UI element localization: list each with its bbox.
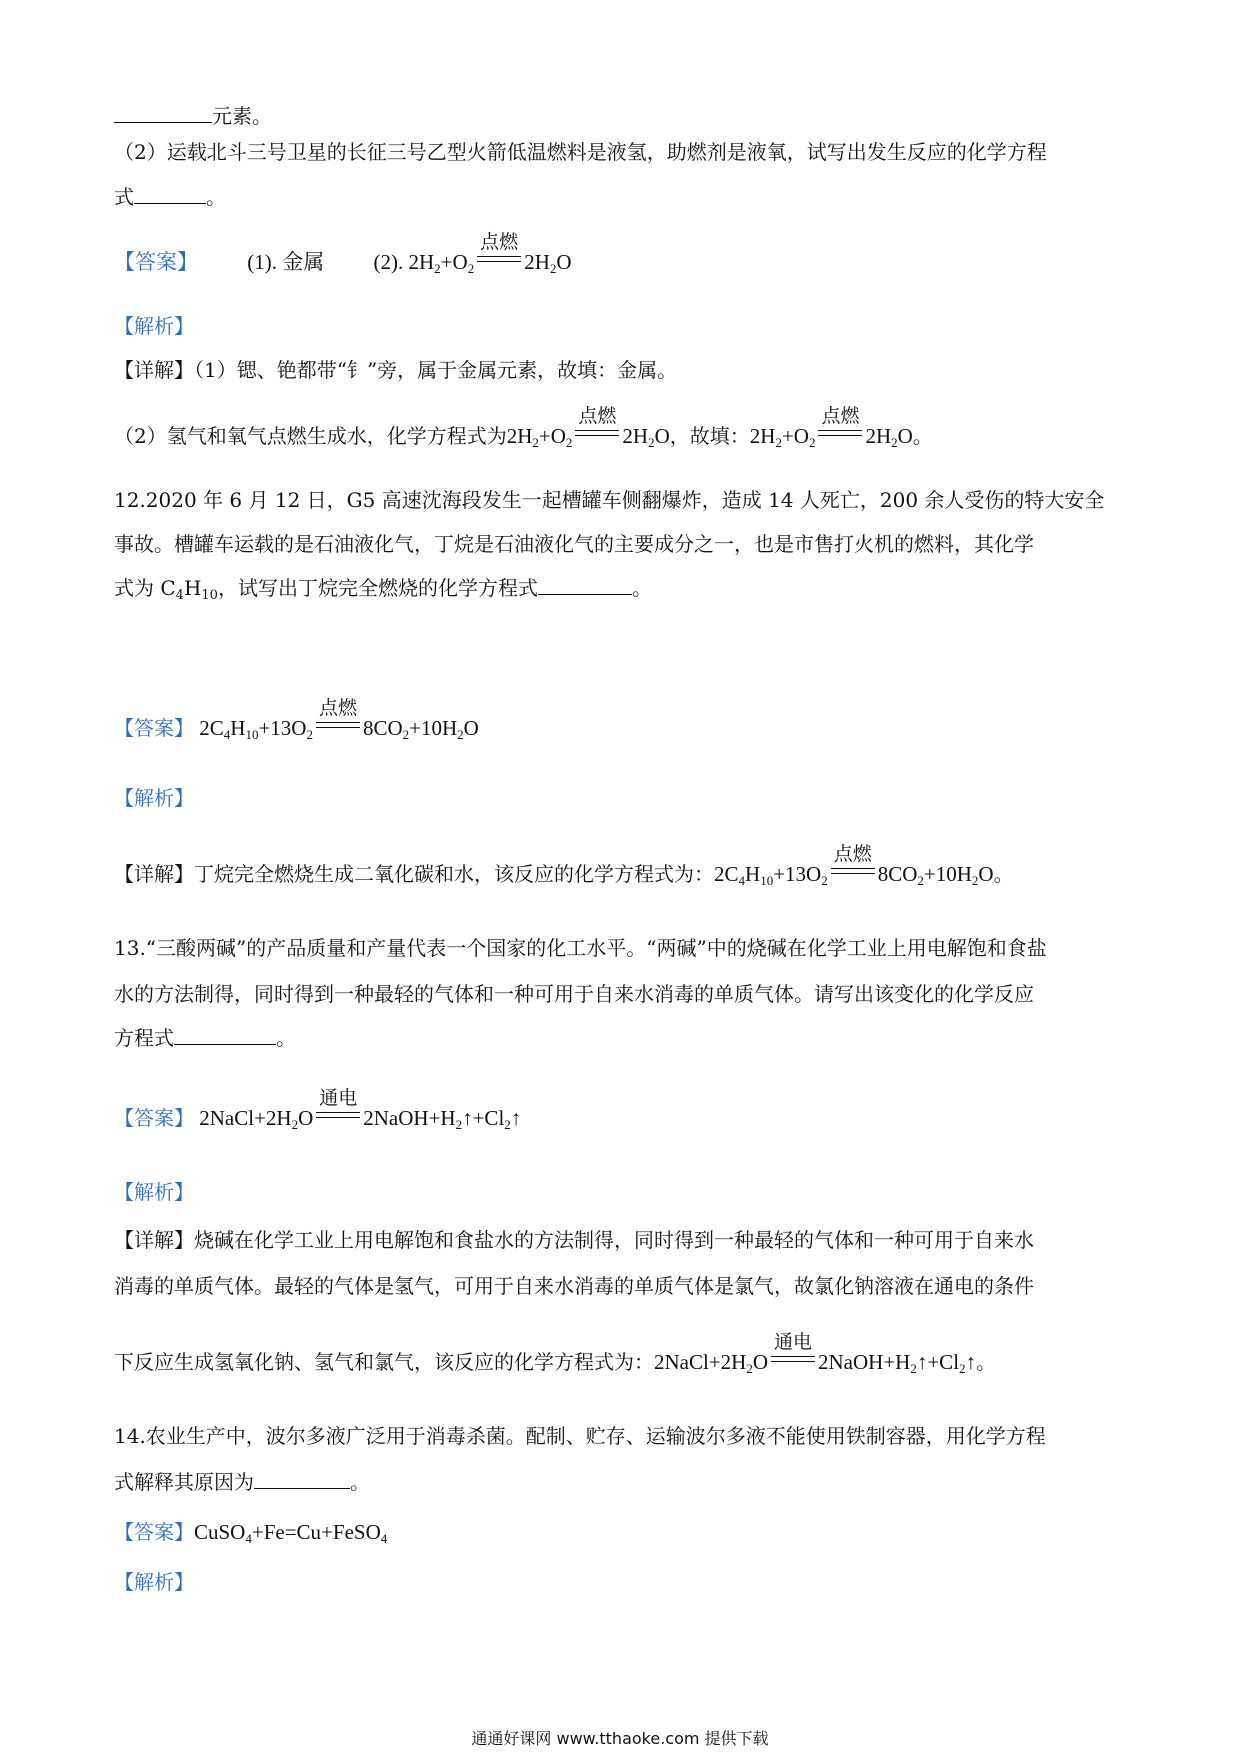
text-span: 2 <box>622 424 633 448</box>
analysis-tag <box>114 312 194 340</box>
text-span: 烧碱在化学工业上用电解饱和食盐水的方法制得，同时得到一种最轻的气体和一种可用于自来水 <box>194 1228 1034 1252</box>
analysis-tag <box>114 1178 194 1206</box>
reaction-condition: 点燃 <box>318 697 357 719</box>
text-span: 。 <box>912 424 933 448</box>
question-12-line3 <box>114 574 652 602</box>
text-span: （2）运载北斗三号卫星的长征三号乙型火箭低温燃料是液氢，助燃剂是液氧，试写出发生反应的化学方程 <box>114 140 1047 164</box>
text-span: 2 <box>749 424 761 448</box>
equation <box>506 405 670 450</box>
answer-14 <box>114 1518 387 1546</box>
text-span: H <box>875 424 892 448</box>
text-span: ↑ <box>510 1106 522 1130</box>
detail-13-line3 <box>114 1331 997 1376</box>
text-span: 2NaCl+2H <box>199 1106 292 1130</box>
answer-blank <box>174 1024 276 1045</box>
question-13-line1 <box>114 934 1047 962</box>
text-span: ，试写出丁烷完全燃烧的化学方程式 <box>217 576 538 600</box>
equal-bars <box>831 868 875 874</box>
answer-blank <box>114 102 212 123</box>
subscript: 4 <box>245 1531 252 1546</box>
answer-11 <box>114 231 572 276</box>
subscript: 2 <box>532 435 539 450</box>
detail-tag: 【详解】 <box>114 862 194 886</box>
answer-blank <box>254 1468 350 1489</box>
reaction-arrow <box>816 405 864 450</box>
text-span: CuSO <box>194 1520 246 1544</box>
text-span: 2 <box>506 424 518 448</box>
text-span: （1）锶、铯都带“钅”旁，属于金属元素，故填：金属。 <box>194 358 678 382</box>
text-span: ↑+Cl <box>916 1350 960 1374</box>
question-14-line1 <box>114 1422 1046 1450</box>
question-13-line3 <box>114 1024 296 1052</box>
subscript: 2 <box>291 1117 299 1132</box>
subscript: 4 <box>380 1531 388 1546</box>
subscript: 2 <box>891 435 898 450</box>
equal-bars <box>818 430 862 436</box>
text-line <box>114 183 226 211</box>
answer-13 <box>114 1087 522 1132</box>
reaction-condition: 点燃 <box>578 405 617 427</box>
text-span: + <box>538 424 551 448</box>
text-span: 下反应生成氢氧化钠、氢气和氯气，该反应的化学方程式为： <box>114 1350 654 1374</box>
text-span: H <box>230 716 246 740</box>
reaction-condition: 点燃 <box>480 231 519 253</box>
text-span: ↑ <box>965 1350 977 1374</box>
question-12-line1 <box>114 486 1104 514</box>
subscript: 2 <box>910 1361 917 1376</box>
answer-tag: 【答案】 <box>114 716 194 740</box>
reaction-arrow <box>314 697 362 742</box>
equal-bars <box>575 430 619 436</box>
text-span: O <box>463 716 479 740</box>
subscript: 10 <box>760 873 774 888</box>
subscript: 2 <box>971 873 979 888</box>
text-span: 2 <box>524 250 535 274</box>
text-span: 12.2020 年 6 月 12 日，G5 高速沈海段发生一起槽罐车侧翻爆炸，造成 14 人死亡，200 余人受伤的特大安全 <box>114 488 1105 512</box>
text-span: 2NaOH+H <box>818 1350 911 1374</box>
text-span: 。 <box>976 1350 997 1374</box>
text-span: O <box>793 424 809 448</box>
text-span: +13O <box>258 716 307 740</box>
text-span: 2 <box>408 250 419 274</box>
text-span: 2 <box>865 424 876 448</box>
text-span: ↑+Cl <box>462 1106 505 1130</box>
subscript: 2 <box>306 727 313 742</box>
subscript: 2 <box>455 1117 463 1132</box>
subscript: 2 <box>775 435 782 450</box>
reaction-condition: 点燃 <box>821 405 860 427</box>
text-span: 2NaOH+H <box>363 1106 456 1130</box>
answer-tag: 【答案】 <box>114 250 198 274</box>
equal-bars <box>477 256 521 262</box>
text-span: 丁烷完全燃烧生成二氧化碳和水，该反应的化学方程式为： <box>194 862 714 886</box>
subscript: 2 <box>402 727 410 742</box>
equation <box>654 1331 977 1376</box>
text-span: O <box>752 1350 769 1374</box>
text-span: 式 <box>114 185 134 209</box>
text-span: +10H <box>409 716 458 740</box>
text-span: 式为 C <box>114 576 176 600</box>
text-span: 。 <box>350 1470 370 1494</box>
text-span: 【解析】 <box>114 314 194 338</box>
question-14-line2 <box>114 1468 370 1496</box>
subscript: 2 <box>959 1361 966 1376</box>
subscript: 4 <box>175 588 184 603</box>
subscript: 2 <box>821 873 828 888</box>
text-span: 2NaCl+2H <box>654 1350 747 1374</box>
text-span: ，故填： <box>669 424 750 448</box>
text-span: + <box>781 424 794 448</box>
text-span: +10H <box>923 862 972 886</box>
text-span: + <box>440 250 453 274</box>
text-span: 2C <box>714 862 739 886</box>
text-span: O <box>897 424 913 448</box>
text-line <box>114 102 272 130</box>
reaction-condition: 通电 <box>774 1331 813 1353</box>
subscript: 10 <box>201 588 218 603</box>
analysis-tag <box>114 1568 194 1596</box>
text-span: 2C <box>199 716 224 740</box>
text-span: 【解析】 <box>114 1570 194 1594</box>
text-span: O <box>298 1106 314 1130</box>
reaction-condition: 通电 <box>319 1087 358 1109</box>
text-span: 【解析】 <box>114 786 194 810</box>
question-11-part2 <box>114 138 1047 166</box>
detail-11-1 <box>114 356 677 384</box>
answer-blank <box>538 574 632 595</box>
text-span: +Fe=Cu+FeSO <box>251 1520 381 1544</box>
reaction-arrow <box>769 1331 817 1376</box>
text-span: 水的方法制得，同时得到一种最轻的气体和一种可用于自来水消毒的单质气体。请写出该变化的化学反应 <box>114 982 1034 1006</box>
answer-12 <box>114 697 479 742</box>
detail-11-2 <box>114 405 933 450</box>
subscript: 2 <box>504 1117 511 1132</box>
reaction-arrow <box>475 231 523 276</box>
text-span: H <box>760 424 776 448</box>
equation <box>714 843 994 888</box>
text-span: 事故。槽罐车运载的是石油液化气，丁烷是石油液化气的主要成分之一，也是市售打火机的燃料，其化学 <box>114 532 1034 556</box>
subscript: 2 <box>549 261 557 276</box>
text-span: H <box>517 424 533 448</box>
question-12-line2 <box>114 530 1034 558</box>
text-span: O <box>550 424 566 448</box>
answer-tag: 【答案】 <box>114 1106 194 1130</box>
text-span: 8CO <box>362 716 403 740</box>
reaction-arrow <box>314 1087 362 1132</box>
text-span: 。 <box>206 185 226 209</box>
analysis-tag <box>114 784 194 812</box>
equal-bars <box>771 1356 815 1362</box>
detail-13-line2 <box>114 1272 1034 1300</box>
detail-13-line1 <box>114 1226 1034 1254</box>
subscript: 2 <box>746 1361 753 1376</box>
text-span: O <box>654 424 670 448</box>
text-span: 【解析】 <box>114 1180 194 1204</box>
answer-part2 <box>373 231 572 276</box>
text-span: O <box>452 250 468 274</box>
text-span: H <box>632 424 649 448</box>
answer-blank <box>134 183 206 204</box>
text-span: 13.“三酸两碱”的产品质量和产量代表一个国家的化工水平。“两碱”中的烧碱在化学工业上用电解饱和食盐 <box>114 936 1047 960</box>
text-span: 。 <box>276 1026 296 1050</box>
subscript: 2 <box>648 435 655 450</box>
equal-bars <box>316 1112 360 1118</box>
page-footer: 通通好课网 www.tthaoke.com 提供下载 <box>471 1729 769 1748</box>
text-span: 。 <box>631 576 652 600</box>
text-span: O <box>978 862 994 886</box>
answer-part1: (1). 金属 <box>247 250 325 274</box>
subscript: 2 <box>565 435 573 450</box>
text-span: 元素。 <box>212 104 272 128</box>
question-13-line2 <box>114 980 1034 1008</box>
text-span: H <box>534 250 550 274</box>
text-span: H <box>419 250 435 274</box>
text-span: H <box>183 576 202 600</box>
text-span: +13O <box>773 862 822 886</box>
text-span: O <box>556 250 572 274</box>
text-span: H <box>745 862 761 886</box>
detail-tag: 【详解】 <box>114 358 194 382</box>
text-span: 消毒的单质气体。最轻的气体是氢气，可用于自来水消毒的单质气体是氯气，故氯化钠溶液在通电的条件 <box>114 1274 1034 1298</box>
subscript: 10 <box>245 727 259 742</box>
text-span: 14.农业生产中，波尔多液广泛用于消毒杀菌。配制、贮存、运输波尔多液不能使用铁制容器，用化学方程 <box>114 1424 1046 1448</box>
subscript: 4 <box>738 873 746 888</box>
reaction-arrow <box>573 405 621 450</box>
subscript: 2 <box>434 261 441 276</box>
subscript: 2 <box>457 727 464 742</box>
text-span: (2). <box>373 250 409 274</box>
detail-12 <box>114 843 1014 888</box>
text-span: 方程式 <box>114 1026 174 1050</box>
text-span: 。 <box>993 862 1014 886</box>
text-span: 式解释其原因为 <box>114 1470 254 1494</box>
text-span: （2）氢气和氧气点燃生成水，化学方程式为 <box>114 424 507 448</box>
subscript: 2 <box>917 873 924 888</box>
subscript: 4 <box>223 727 231 742</box>
reaction-condition: 点燃 <box>833 843 872 865</box>
reaction-arrow <box>829 843 877 888</box>
subscript: 2 <box>808 435 816 450</box>
detail-tag: 【详解】 <box>114 1228 194 1252</box>
answer-tag: 【答案】 <box>114 1520 194 1544</box>
subscript: 2 <box>467 261 475 276</box>
text-span: 8CO <box>877 862 918 886</box>
equal-bars <box>316 722 360 728</box>
equation <box>749 405 913 450</box>
